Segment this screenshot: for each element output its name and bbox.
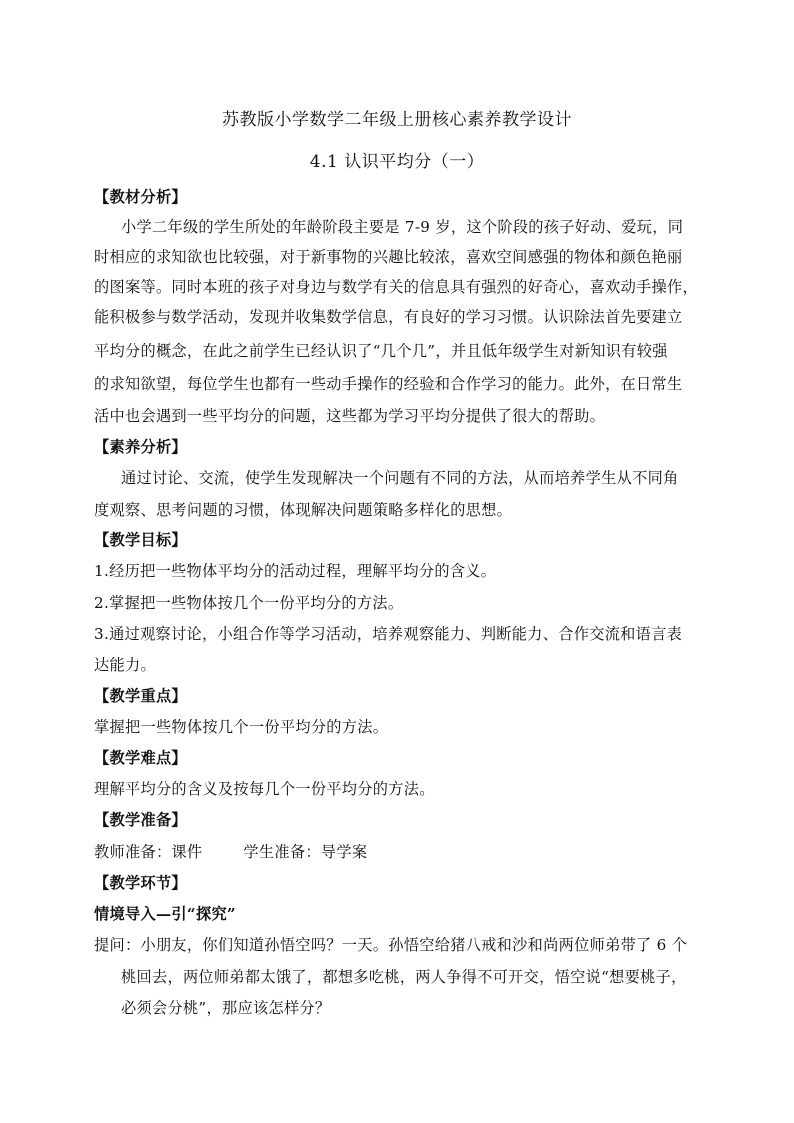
section-heading-teaching-goals: 【教学目标】 <box>94 531 187 549</box>
paragraph-line: 度观察、思考问题的习惯，体现解决问题策略多样化的思想。 <box>94 501 513 519</box>
paragraph-line: 桃回去，两位师弟都太饿了，都想多吃桃，两人争得不可开交，悟空说“想要桃子， <box>121 968 687 986</box>
lesson-title: 4.1 认识平均分（一） <box>309 152 485 172</box>
paragraph-line: 时相应的求知欲也比较强，对于新事物的兴趣比较浓，喜欢空间感强的物体和颜色艳丽 <box>94 248 683 266</box>
section-heading-key-points: 【教学重点】 <box>94 687 187 705</box>
section-heading-preparation: 【教学准备】 <box>94 811 187 829</box>
section-heading-textbook-analysis: 【教材分析】 <box>94 188 187 206</box>
document-title: 苏教版小学数学二年级上册核心素养教学设计 <box>222 110 572 130</box>
section-heading-literacy-analysis: 【素养分析】 <box>94 438 187 456</box>
paragraph-line: 理解平均分的含义及按每几个一份平均分的方法。 <box>94 780 435 798</box>
paragraph-line: 小学二年级的学生所处的年龄阶段主要是 7-9 岁，这个阶段的孩子好动、爱玩，同 <box>121 218 684 236</box>
paragraph-line: 提问：小朋友，你们知道孙悟空吗？一天。孙悟空给猪八戒和沙和尚两位师弟带了 6 个 <box>94 936 688 954</box>
goal-item-continued: 达能力。 <box>94 656 156 674</box>
section-heading-difficulties: 【教学难点】 <box>94 749 187 767</box>
paragraph-line: 能积极参与数学活动，发现并收集数学信息，有良好的学习习惯。认识除法首先要建立 <box>94 308 683 326</box>
paragraph-line: 平均分的概念，在此之前学生已经认识了“几个几”，并且低年级学生对新知识有较强 <box>94 342 668 360</box>
paragraph-line: 活中也会遇到一些平均分的问题，这些都为学习平均分提供了很大的帮助。 <box>94 407 606 425</box>
step-subheading: 情境导入—引“探究” <box>94 905 236 923</box>
section-heading-steps: 【教学环节】 <box>94 874 187 892</box>
paragraph-line: 教师准备：课件 学生准备：导学案 <box>94 843 368 861</box>
goal-item: 3.通过观察讨论，小组合作等学习活动，培养观察能力、判断能力、合作交流和语言表 <box>94 625 683 643</box>
paragraph-line: 的求知欲望，每位学生也都有一些动手操作的经验和合作学习的能力。此外，在日常生 <box>94 375 683 393</box>
paragraph-line: 必须会分桃”，那应该怎样分？ <box>121 999 331 1017</box>
paragraph-line: 通过讨论、交流，使学生发现解决一个问题有不同的方法，从而培养学生从不同角 <box>121 469 679 487</box>
paragraph-line: 的图案等。同时本班的孩子对身边与数学有关的信息具有强烈的好奇心，喜欢动手操作， <box>94 278 699 296</box>
goal-item: 1.经历把一些物体平均分的活动过程，理解平均分的含义。 <box>94 562 497 580</box>
goal-item: 2.掌握把一些物体按几个一份平均分的方法。 <box>94 594 404 612</box>
paragraph-line: 掌握把一些物体按几个一份平均分的方法。 <box>94 718 389 736</box>
